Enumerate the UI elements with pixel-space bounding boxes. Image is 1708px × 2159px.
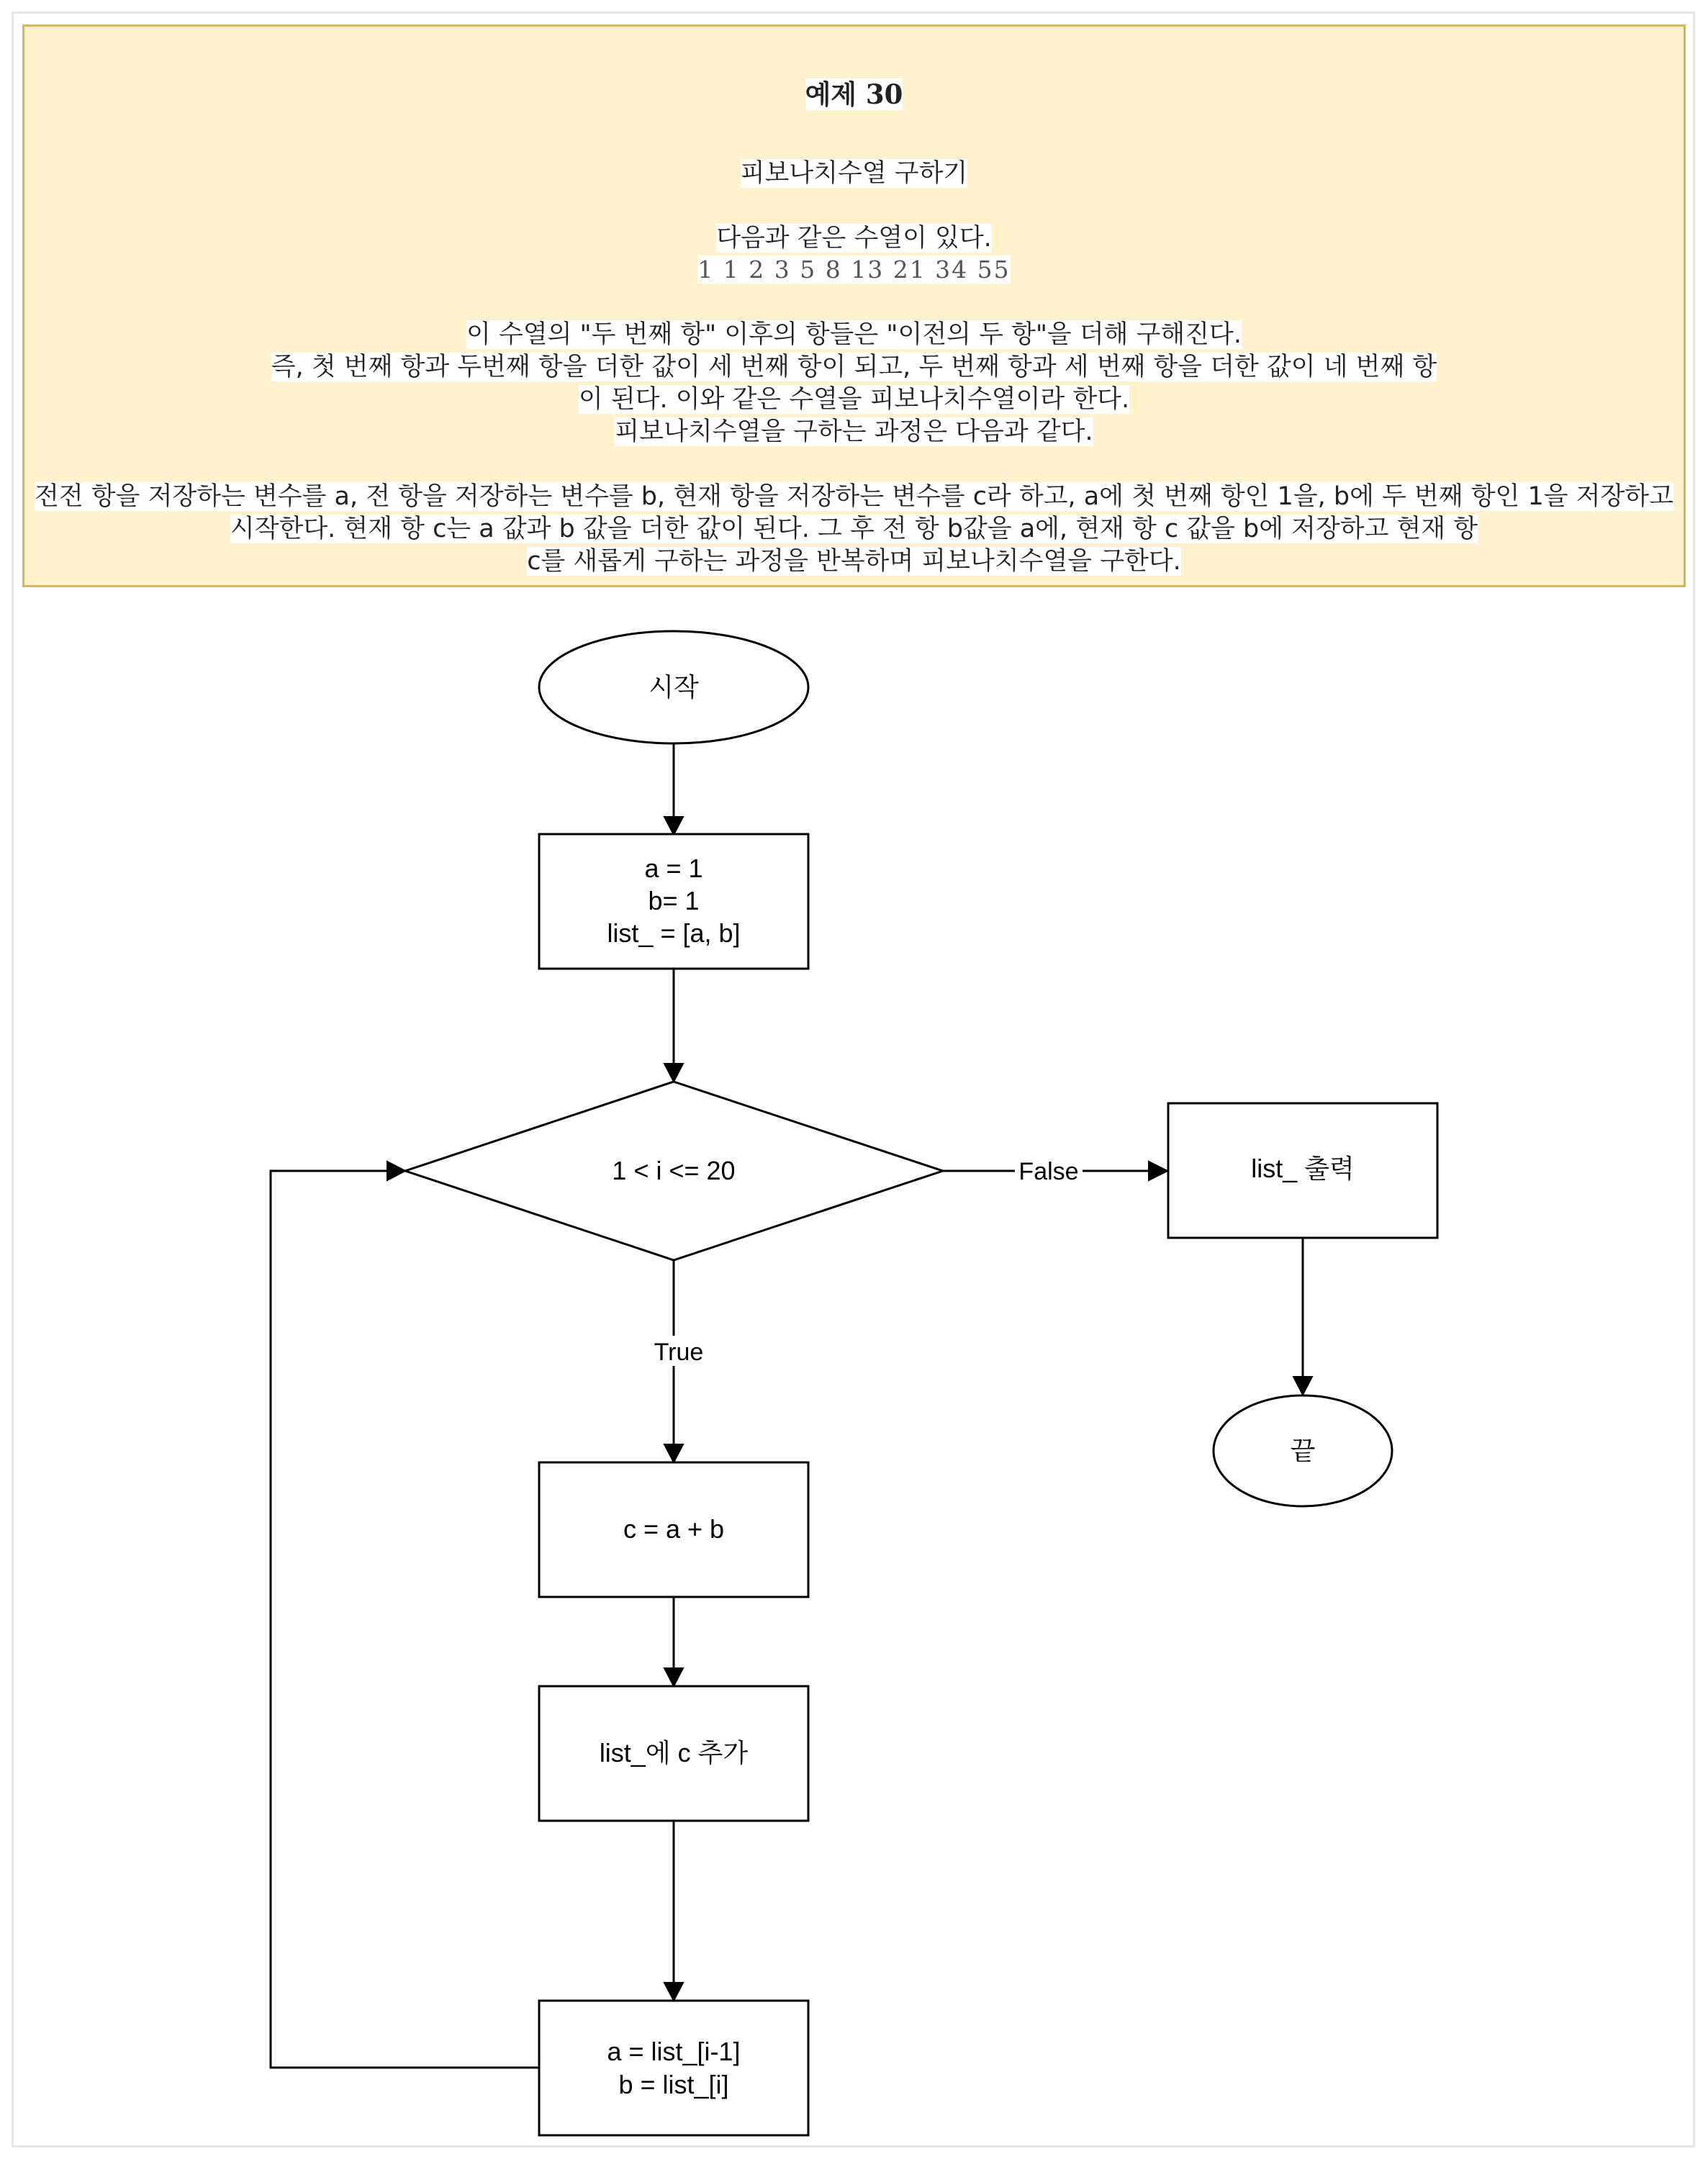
arrowhead-append xyxy=(664,1668,683,1686)
update-node xyxy=(539,2001,808,2135)
update-line-1: a = list_[i-1] xyxy=(607,2037,741,2066)
start-label: 시작 xyxy=(649,672,699,702)
subtitle: 피보나치수열 구하기 xyxy=(740,159,968,188)
end-label: 끝 xyxy=(1290,1436,1316,1465)
para2-line2: 시작한다. 현재 항 c는 a 값과 b 값을 더한 값이 된다. 그 후 전 항 b값을 a에, 현재 항 c 값을 b에 저장하고 현재 항 xyxy=(230,515,1478,543)
init-line-2: b= 1 xyxy=(648,886,700,915)
para1-line1: 이 수열의 "두 번째 항" 이후의 항들은 "이전의 두 항"을 더해 구해진다. xyxy=(466,320,1242,349)
compute-label: c = a + b xyxy=(623,1514,725,1544)
false-label: False xyxy=(1018,1158,1079,1185)
para1-line2: 즉, 첫 번째 항과 두번째 항을 더한 값이 세 번째 항이 되고, 두 번째 항과 세 번째 항을 더한 값이 네 번째 항 xyxy=(271,353,1437,381)
init-line-3: list_ = [a, b] xyxy=(607,918,741,948)
arrowhead-compute xyxy=(664,1444,683,1462)
condition-label: 1 < i <= 20 xyxy=(612,1156,736,1185)
para1-line3: 이 된다. 이와 같은 수열을 피보나치수열이라 한다. xyxy=(578,385,1130,414)
para1-line4: 피보나치수열을 구하는 과정은 다음과 같다. xyxy=(615,417,1093,446)
para2-line3: c를 새롭게 구하는 과정을 반복하며 피보나치수열을 구한다. xyxy=(527,547,1181,576)
arrowhead-end xyxy=(1293,1377,1312,1395)
edge-loop-back xyxy=(271,1171,539,2068)
para2-line1: 전전 항을 저장하는 변수를 a, 전 항을 저장하는 변수를 b, 현재 항을 저장하는 변수를 c라 하고, a에 첫 번째 항인 1을, b에 두 번째 항인 1을 저장하고 xyxy=(35,482,1673,511)
init-line-1: a = 1 xyxy=(644,854,703,883)
append-label: list_에 c 추가 xyxy=(599,1738,749,1768)
arrowhead-output xyxy=(1149,1162,1167,1180)
update-line-2: b = list_[i] xyxy=(618,2070,729,2099)
intro-text: 다음과 같은 수열이 있다. xyxy=(716,224,992,253)
output-label: list_ 출력 xyxy=(1251,1154,1355,1183)
arrowhead-condition xyxy=(664,1064,683,1082)
arrowhead-update xyxy=(664,1983,683,2001)
arrowhead-init xyxy=(664,817,683,835)
fibonacci-sequence: 1 1 2 3 5 8 13 21 34 55 xyxy=(697,255,1011,284)
true-label: True xyxy=(654,1339,704,1366)
example-title: 예제 30 xyxy=(805,78,903,110)
